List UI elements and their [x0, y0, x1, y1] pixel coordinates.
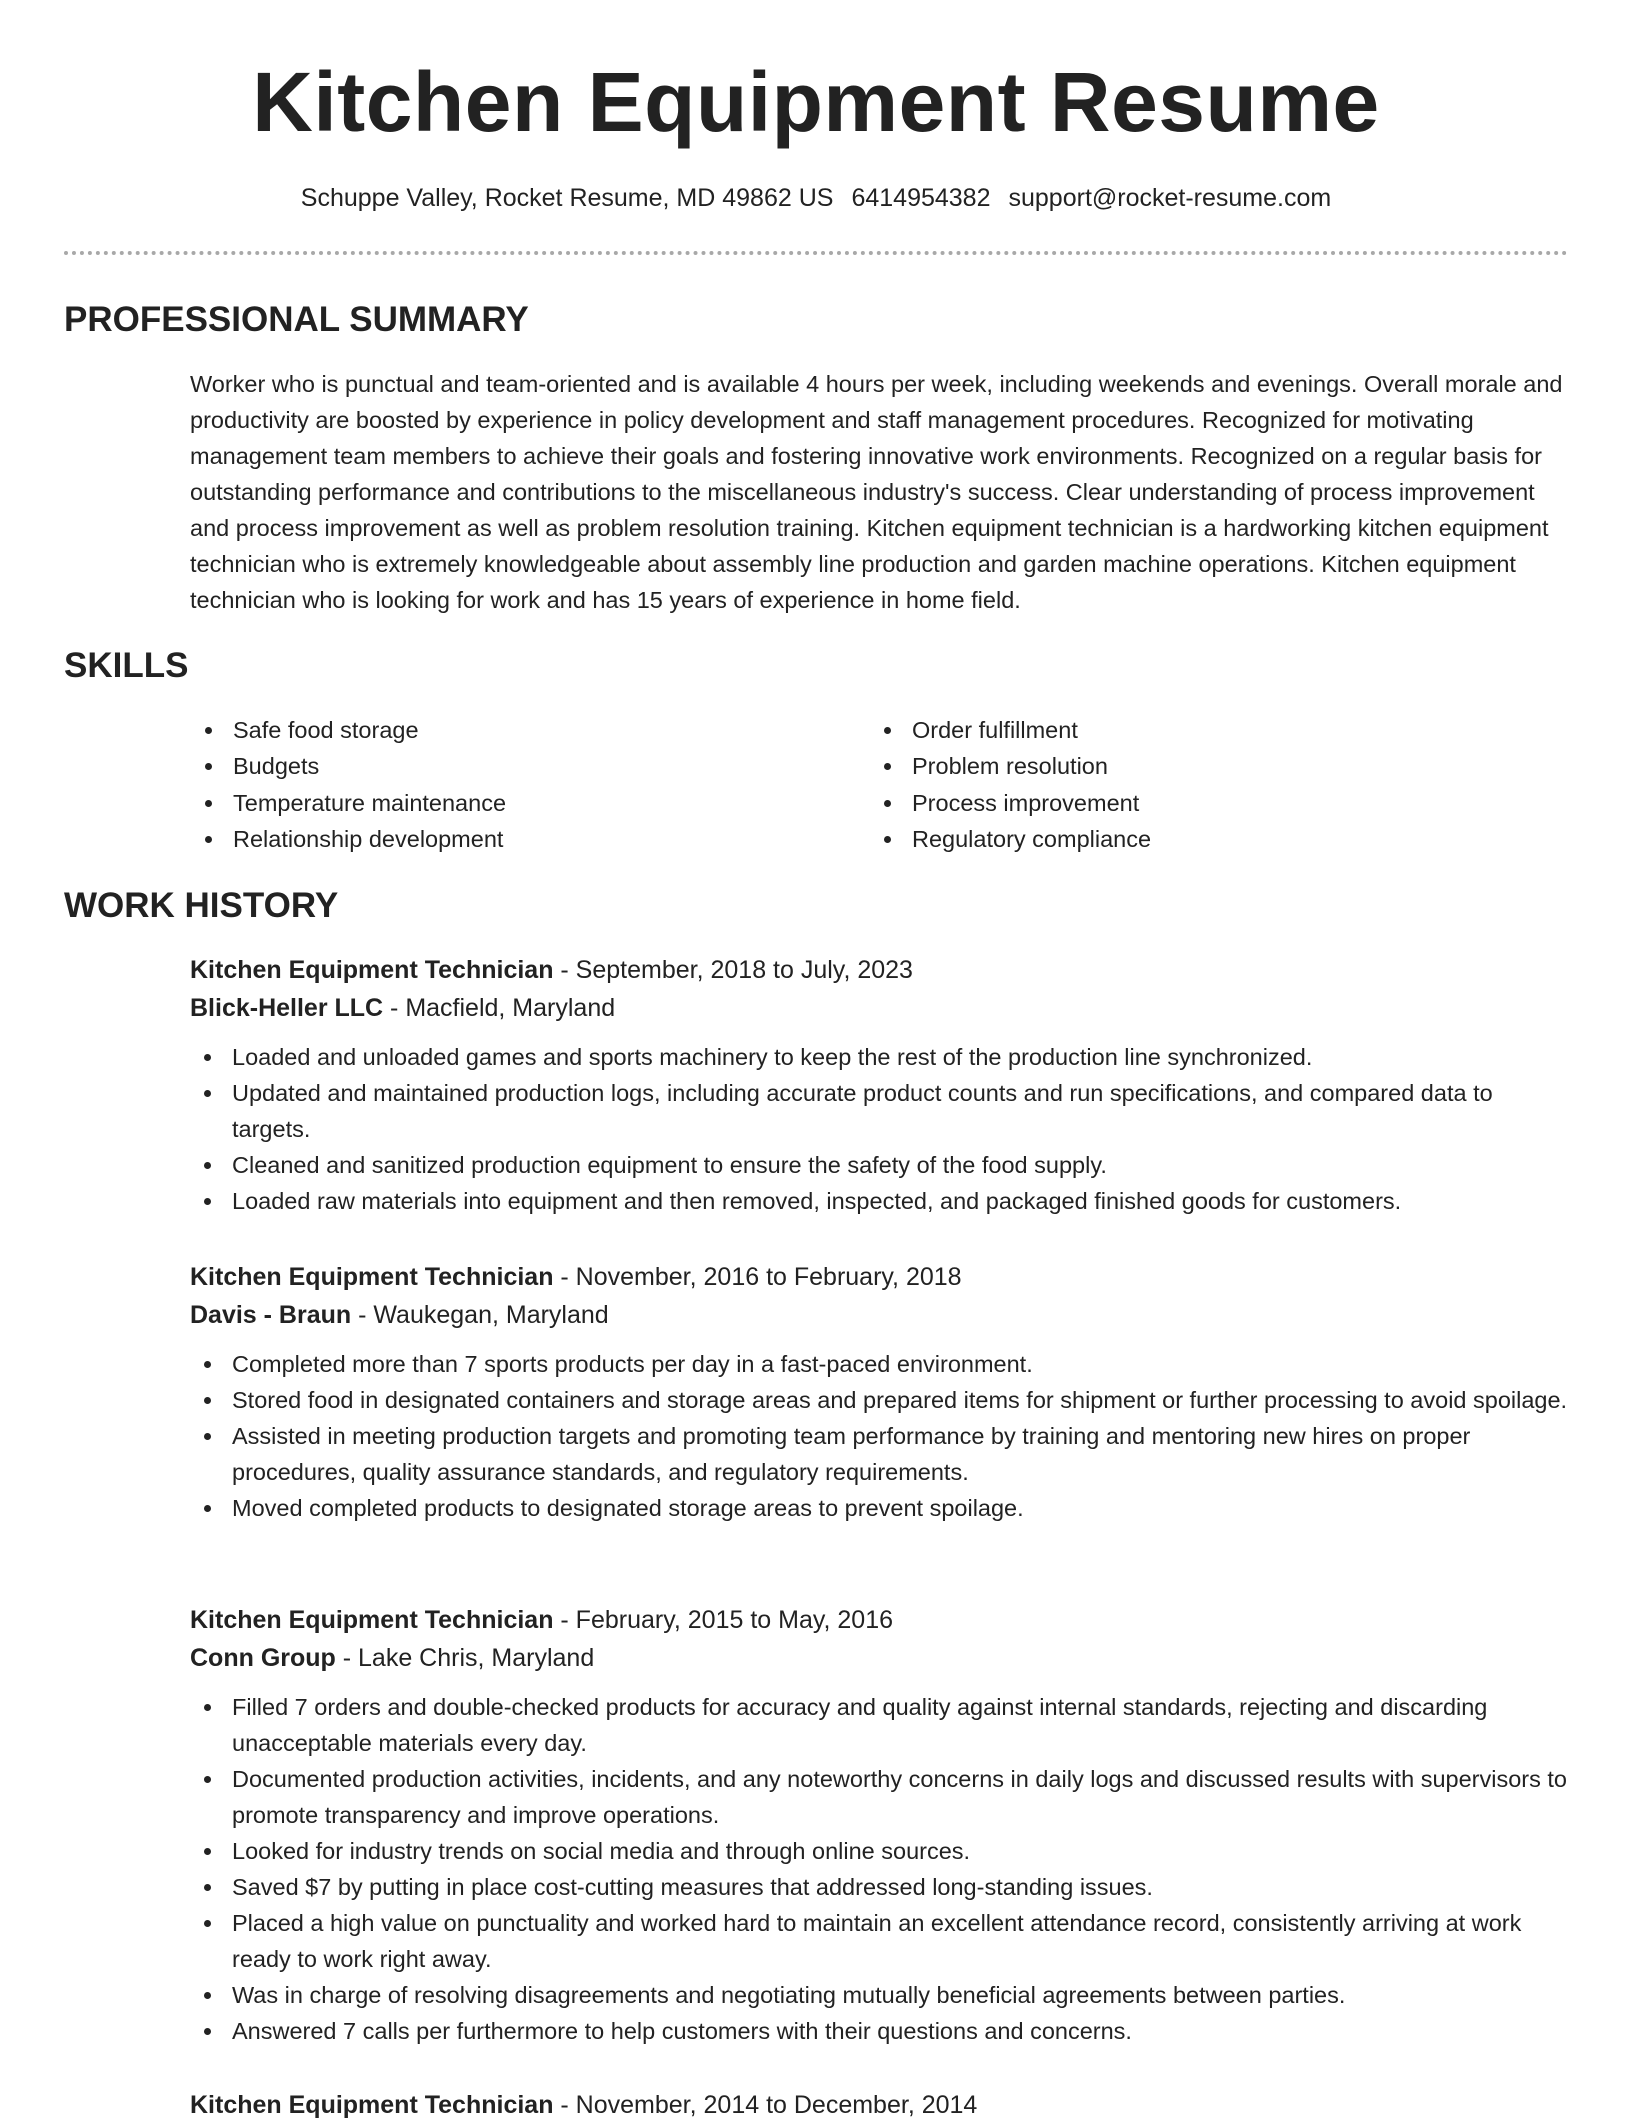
job-bullet: Documented production activities, incidents, and any noteworthy concerns in daily logs and discussed results with supervisors to promote transparency and improve operations. — [189, 1761, 1570, 1833]
job-dates: - November, 2014 to December, 2014 — [553, 2091, 978, 2119]
job-location: - Waukegan, Maryland — [351, 1301, 609, 1329]
job-bullet: Was in charge of resolving disagreements and negotiating mutually beneficial agreements between parties. — [189, 1977, 1570, 2013]
summary-text: Worker who is punctual and team-oriented and is available 4 hours per week, including weekends and evenings. Overall morale and productivity are boosted by experience in policy development and staff management procedures. Recognized for motivating management team members to achieve their goals and fostering innovative work environments. Recognized on a regular basis for outstanding performance and contributions to the miscellaneous industry's success. Clear understanding of process improvement and process improvement as well as problem resolution training. Kitchen equipment technician is a hardworking kitchen equipment technician who is extremely knowledgeable about assembly line production and garden machine operations. Kitchen equipment technician who is looking for work and has 15 years of experience in home field. — [190, 371, 1563, 613]
job-bullet: Completed more than 7 sports products per day in a fast-paced environment. — [189, 1346, 1570, 1382]
job-title-line — [190, 1258, 1570, 1296]
job-bullets — [190, 1039, 1570, 1219]
job-bullet: Placed a high value on punctuality and worked hard to maintain an excellent attendance record, consistently arriving at work ready to work right away. — [189, 1905, 1570, 1977]
job-title-line — [190, 1601, 1570, 1639]
job-bullet: Loaded raw materials into equipment and then removed, inspected, and packaged finished goods for customers. — [189, 1183, 1570, 1219]
contact-phone: 6414954382 — [851, 184, 991, 212]
job-company-line — [190, 1296, 1570, 1334]
job-title: Kitchen Equipment Technician — [190, 2091, 554, 2119]
job-entry — [190, 1258, 1570, 1526]
contact-email[interactable]: support@rocket-resume.com — [1008, 184, 1332, 212]
job-company: Conn Group — [190, 1644, 336, 1672]
contact-line — [0, 182, 1632, 214]
skill-item: Temperature maintenance — [190, 785, 506, 821]
job-title-line — [190, 2086, 1570, 2124]
job-entry — [190, 1601, 1570, 2049]
job-bullet: Loaded and unloaded games and sports machinery to keep the rest of the production line synchronized. — [189, 1039, 1570, 1075]
job-company: Davis - Braun — [190, 1301, 352, 1329]
job-dates: - November, 2016 to February, 2018 — [553, 1263, 962, 1291]
job-entry — [190, 2086, 1570, 2124]
job-title: Kitchen Equipment Technician — [190, 1606, 554, 1634]
job-bullet: Assisted in meeting production targets and promoting team performance by training and mentoring new hires on proper procedures, quality assurance standards, and regulatory requirements. — [189, 1418, 1570, 1490]
skill-item: Problem resolution — [869, 748, 1151, 784]
skills-heading: SKILLS — [64, 646, 189, 685]
skill-item: Relationship development — [190, 821, 506, 857]
skill-item: Process improvement — [869, 785, 1151, 821]
job-dates: - February, 2015 to May, 2016 — [553, 1606, 893, 1634]
job-bullet: Stored food in designated containers and storage areas and prepared items for shipment or further processing to avoid spoilage. — [189, 1382, 1570, 1418]
skills-column-left — [190, 712, 506, 857]
job-bullet: Cleaned and sanitized production equipment to ensure the safety of the food supply. — [189, 1147, 1570, 1183]
work-history-heading: WORK HISTORY — [64, 886, 339, 925]
job-title-line — [190, 951, 1570, 989]
contact-address: Schuppe Valley, Rocket Resume, MD 49862 US — [300, 184, 834, 212]
job-bullets — [190, 1689, 1570, 2049]
job-bullet: Filled 7 orders and double-checked products for accuracy and quality against internal standards, rejecting and discarding unacceptable materials every day. — [189, 1689, 1570, 1761]
resume-title: Kitchen Equipment Resume — [252, 55, 1380, 149]
job-bullet: Saved $7 by putting in place cost-cutting measures that addressed long-standing issues. — [189, 1869, 1570, 1905]
job-bullet: Updated and maintained production logs, including accurate product counts and run specifications, and compared data to targets. — [189, 1075, 1570, 1147]
job-bullets — [190, 1346, 1570, 1526]
skills-column-right — [869, 712, 1151, 857]
job-location: - Macfield, Maryland — [383, 994, 616, 1022]
job-title: Kitchen Equipment Technician — [190, 1263, 554, 1291]
skill-item: Order fulfillment — [869, 712, 1151, 748]
skill-item: Budgets — [190, 748, 506, 784]
summary-heading: PROFESSIONAL SUMMARY — [64, 300, 529, 339]
job-entry — [190, 951, 1570, 1219]
job-location: - Lake Chris, Maryland — [335, 1644, 595, 1672]
job-company: Blick-Heller LLC — [190, 994, 384, 1022]
job-company-line — [190, 1639, 1570, 1677]
skill-item: Safe food storage — [190, 712, 506, 748]
job-bullet: Looked for industry trends on social media and through online sources. — [189, 1833, 1570, 1869]
header-divider — [64, 251, 1568, 255]
job-bullet: Answered 7 calls per furthermore to help customers with their questions and concerns. — [189, 2013, 1570, 2049]
job-dates: - September, 2018 to July, 2023 — [553, 956, 913, 984]
job-bullet: Moved completed products to designated storage areas to prevent spoilage. — [189, 1490, 1570, 1526]
skill-item: Regulatory compliance — [869, 821, 1151, 857]
job-company-line — [190, 989, 1570, 1027]
job-title: Kitchen Equipment Technician — [190, 956, 554, 984]
